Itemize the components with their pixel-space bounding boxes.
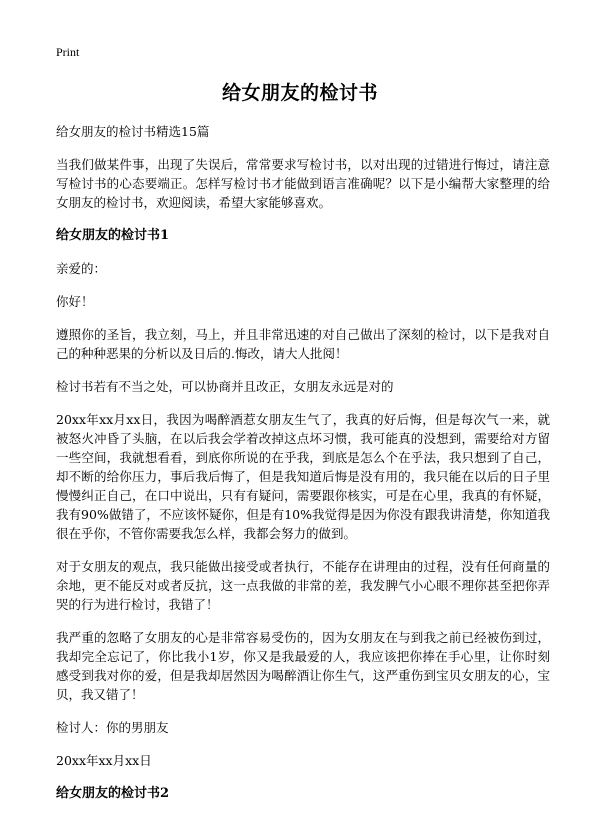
intro-paragraph: 当我们做某件事，出现了失误后，常常要求写检讨书，以对出现的过错进行悔过，请注意写检讨书的心态要端正。怎样写检讨书才能做到语言准确呢？以下是小编帮大家整理的给女朋友的检讨书，欢迎阅读，希望大家能够喜欢。 [56,157,550,210]
page-title: 给女朋友的检讨书 [221,82,378,104]
signature: 检讨人：你的男朋友 [56,720,169,735]
section-heading-2: 给女朋友的检讨书2 [56,786,170,801]
paragraph-4: 对于女朋友的观点，我只能做出接受或者执行，不能存在讲理由的过程，没有任何商量的余地，更不能反对或者反抗，这一点我做的非常的差，我发脾气小心眼不理你甚至把你弄哭的行为进行检讨，我错了！ [56,559,550,612]
date: 20xx年xx月xx日 [56,753,152,768]
paragraph-3: 20xx年xx月xx日，我因为喝醉酒惹女朋友生气了，我真的好后悔，但是每次气一来，就被怒火冲昏了头脑，在以后我会学着改掉这点坏习惯，我可能真的没想到，需要给对方留一些空间，我就想看看，到底你所说的在乎我，到底是怎么个在乎法，我只想到了自己，却不断的给你压力，事后我后悔了，但是我知道后悔是没有用的，我只能在以后的日子里慢慢纠正自己，在口中说出，只有有疑问，需要跟你核实，可是在心里，我真的有怀疑，我有90%做错了，不应该怀疑你，但是有10%我觉得是因为你没有跟我讲清楚，你知道我很在乎你，不管你需要我怎么样，我都会努力的做到。 [56,412,550,541]
paragraph-5: 我严重的忽略了女朋友的心是非常容易受伤的，因为女朋友在与到我之前已经被伤到过，我却完全忘记了，你比我小1岁，你又是我最爱的人，我应该把你捧在手心里，让你时刻感受到我对你的爱，但是我却居然因为喝醉酒让你生气，这严重伤到宝贝女朋友的心，宝贝，我又错了！ [56,630,550,702]
greeting: 亲爱的： [56,261,107,276]
hello: 你好！ [56,294,94,309]
document-body [56,122,550,817]
paragraph-2: 检讨书若有不当之处，可以协商并且改正，女朋友永远是对的 [56,379,394,394]
paragraph-1: 遵照你的圣旨，我立刻，马上，并且非常迅速的对自己做出了深刻的检讨，以下是我对自己的种种恶果的分析以及日后的.悔改，请大人批阅！ [56,327,550,361]
section-heading-1: 给女朋友的检讨书1 [56,228,170,243]
print-link[interactable]: Print [56,45,80,59]
document-subtitle: 给女朋友的检讨书精选15篇 [56,124,210,139]
